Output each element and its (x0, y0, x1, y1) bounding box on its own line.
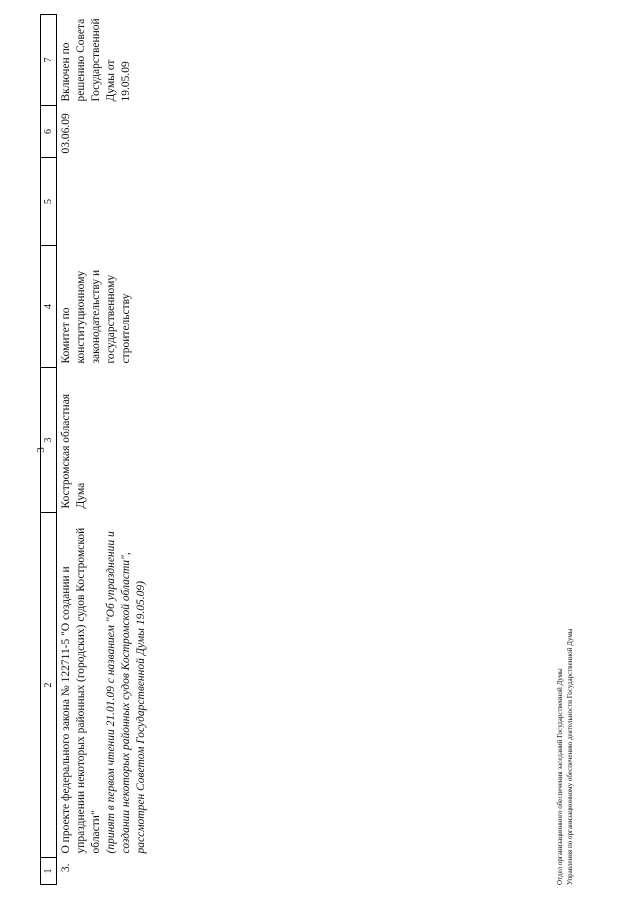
initiator-cell: Костромская областная Дума (60, 393, 87, 509)
column-header-6: 6 (41, 106, 57, 158)
agenda-table (40, 14, 149, 885)
column-header-2: 2 (41, 513, 57, 858)
header-row (41, 14, 57, 884)
page-number: 3 (35, 447, 47, 453)
column-5-cell (57, 158, 150, 246)
bill-title: О проекте федерального закона № 122711-5 "О создании и упразднении некоторых районных (городских) судов Костромской области" (60, 527, 102, 854)
bill-cell (57, 513, 150, 858)
column-header-4: 4 (41, 246, 57, 368)
note-cell: Включен по решению Совета Государственной Думы от 19.05.09 (60, 18, 132, 102)
column-header-5: 5 (41, 158, 57, 246)
bill-note: (принят в первом чтении 21.01.09 с названием "Об упразднении и создании некоторых районных судов Костромской области", рассмотрен Советом Государственной Думы 19.05.09) (105, 531, 147, 854)
date-cell: 03.06.09 (60, 113, 72, 154)
committee-cell: Комитет по конституционному законодательству и государственному строительству (60, 269, 132, 364)
table-row (57, 14, 150, 884)
footer-line-1: Отдел организационного обеспечения заседаний Государственной Думы (556, 668, 564, 885)
column-header-7: 7 (41, 14, 57, 105)
footer-line-2: Управления по организационному обеспечению деятельности Государственной Думы (566, 628, 574, 885)
column-header-3: 3 (41, 368, 57, 513)
footer (555, 629, 575, 885)
row-number: 3. (60, 863, 72, 873)
column-header-1: 1 (41, 858, 57, 885)
